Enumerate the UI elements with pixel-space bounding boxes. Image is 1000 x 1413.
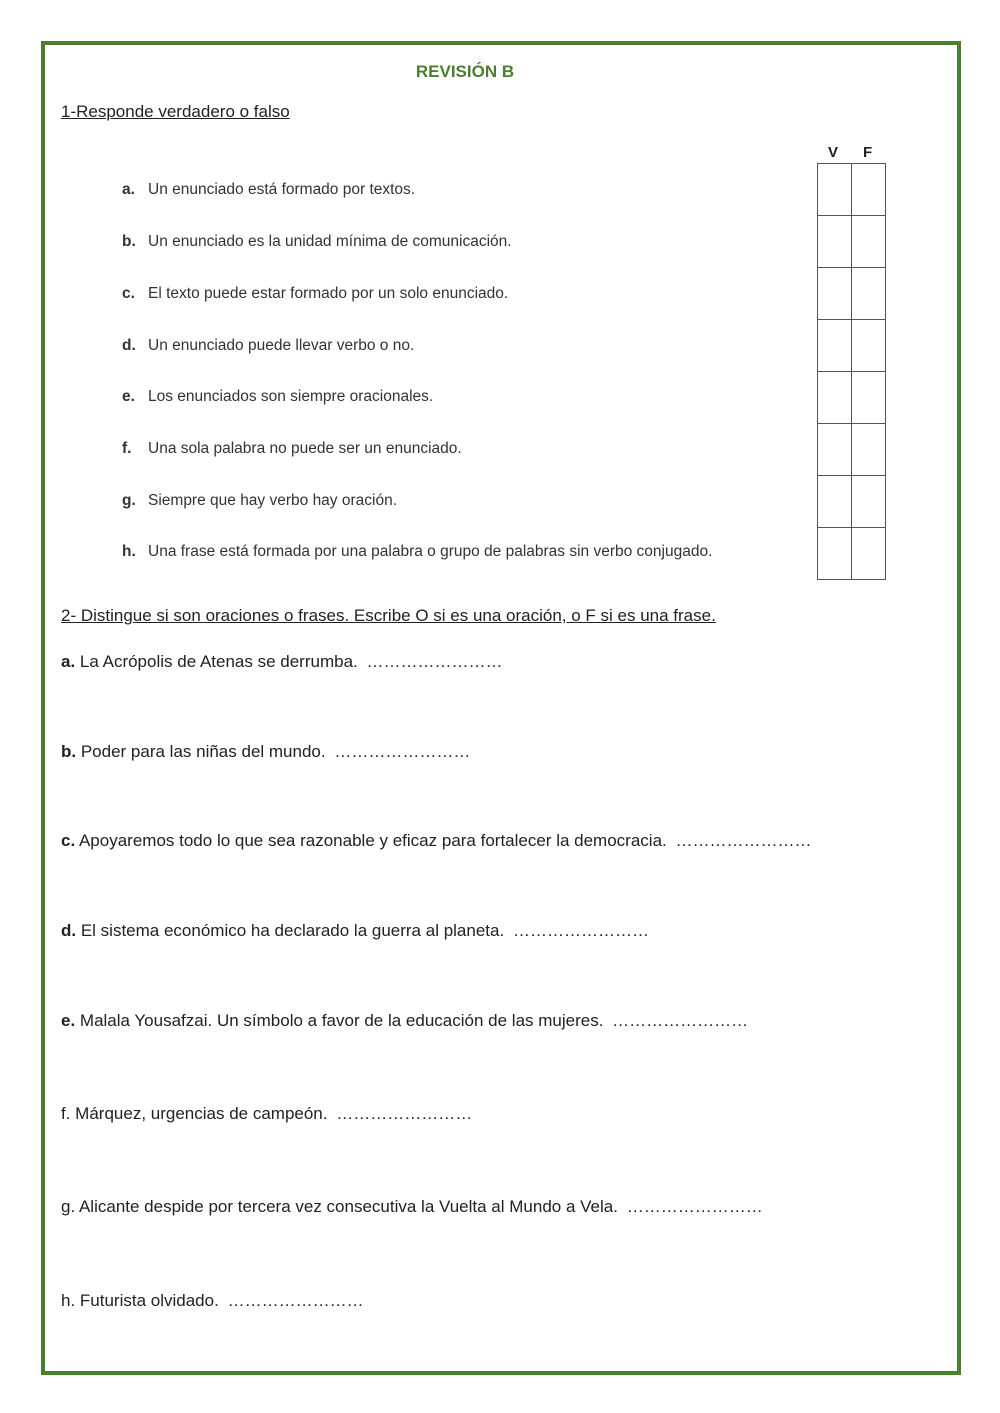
sentence-item: c. Apoyaremos todo lo que sea razonable y eficaz para fortalecer la democracia. ……………………: [61, 831, 812, 850]
answer-box-v-a[interactable]: [818, 164, 852, 216]
answer-blank[interactable]: ……………………: [366, 652, 503, 671]
sentence-item: d. El sistema económico ha declarado la guerra al planeta. ……………………: [61, 921, 649, 940]
grid-row-f: [818, 424, 886, 476]
answer-blank[interactable]: ……………………: [336, 1104, 473, 1123]
answer-blank[interactable]: ……………………: [626, 1197, 763, 1216]
grid-row-h: [818, 528, 886, 580]
grid-row-g: [818, 476, 886, 528]
tf-item: d. Un enunciado puede llevar verbo o no.: [122, 337, 415, 354]
true-false-grid: [817, 163, 886, 580]
tf-item: c. El texto puede estar formado por un solo enunciado.: [122, 285, 509, 302]
answer-box-v-e[interactable]: [818, 372, 852, 424]
tf-item: f. Una sola palabra no puede ser un enunciado.: [122, 440, 462, 457]
sentence-item: f. Márquez, urgencias de campeón. ……………………: [61, 1104, 473, 1123]
answer-box-v-f[interactable]: [818, 424, 852, 476]
tf-item: b. Un enunciado es la unidad mínima de comunicación.: [122, 233, 512, 250]
grid-row-c: [818, 268, 886, 320]
answer-box-f-h[interactable]: [852, 528, 887, 580]
answer-box-v-d[interactable]: [818, 320, 852, 372]
answer-box-f-b[interactable]: [852, 216, 887, 268]
sentence-item: g. Alicante despide por tercera vez consecutiva la Vuelta al Mundo a Vela. ……………………: [61, 1197, 763, 1216]
grid-row-e: [818, 372, 886, 424]
sentence-item: b. Poder para las niñas del mundo. ……………………: [61, 742, 471, 761]
answer-box-v-g[interactable]: [818, 476, 852, 528]
grid-row-b: [818, 216, 886, 268]
tf-item: h. Una frase está formada por una palabra o grupo de palabras sin verbo conjugado.: [122, 543, 713, 560]
sentence-item: e. Malala Yousafzai. Un símbolo a favor de la educación de las mujeres. ……………………: [61, 1011, 749, 1030]
column-f-header: F: [863, 144, 873, 161]
column-v-header: V: [828, 144, 839, 161]
tf-item: e. Los enunciados son siempre oracionales.: [122, 388, 434, 405]
sentence-item: a. La Acrópolis de Atenas se derrumba. ……………………: [61, 652, 503, 671]
answer-box-f-e[interactable]: [852, 372, 887, 424]
section1-heading: 1-Responde verdadero o falso: [61, 102, 290, 121]
answer-blank[interactable]: ……………………: [227, 1291, 364, 1310]
answer-box-f-a[interactable]: [852, 164, 887, 216]
answer-blank[interactable]: ……………………: [675, 831, 812, 850]
answer-blank[interactable]: ……………………: [334, 742, 471, 761]
sentence-item: h. Futurista olvidado. ……………………: [61, 1291, 364, 1310]
answer-blank[interactable]: ……………………: [612, 1011, 749, 1030]
section2-heading: 2- Distingue si son oraciones o frases. Escribe O si es una oración, o F si es una frase.: [61, 606, 716, 625]
answer-box-v-b[interactable]: [818, 216, 852, 268]
grid-row-a: [818, 164, 886, 216]
answer-box-f-c[interactable]: [852, 268, 887, 320]
grid-row-d: [818, 320, 886, 372]
answer-box-v-c[interactable]: [818, 268, 852, 320]
page-title: REVISIÓN B: [415, 62, 515, 81]
answer-box-v-h[interactable]: [818, 528, 852, 580]
answer-blank[interactable]: ……………………: [512, 921, 649, 940]
answer-box-f-d[interactable]: [852, 320, 887, 372]
answer-box-f-f[interactable]: [852, 424, 887, 476]
answer-box-f-g[interactable]: [852, 476, 887, 528]
tf-item: g. Siempre que hay verbo hay oración.: [122, 492, 398, 509]
tf-item: a. Un enunciado está formado por textos.: [122, 181, 416, 198]
